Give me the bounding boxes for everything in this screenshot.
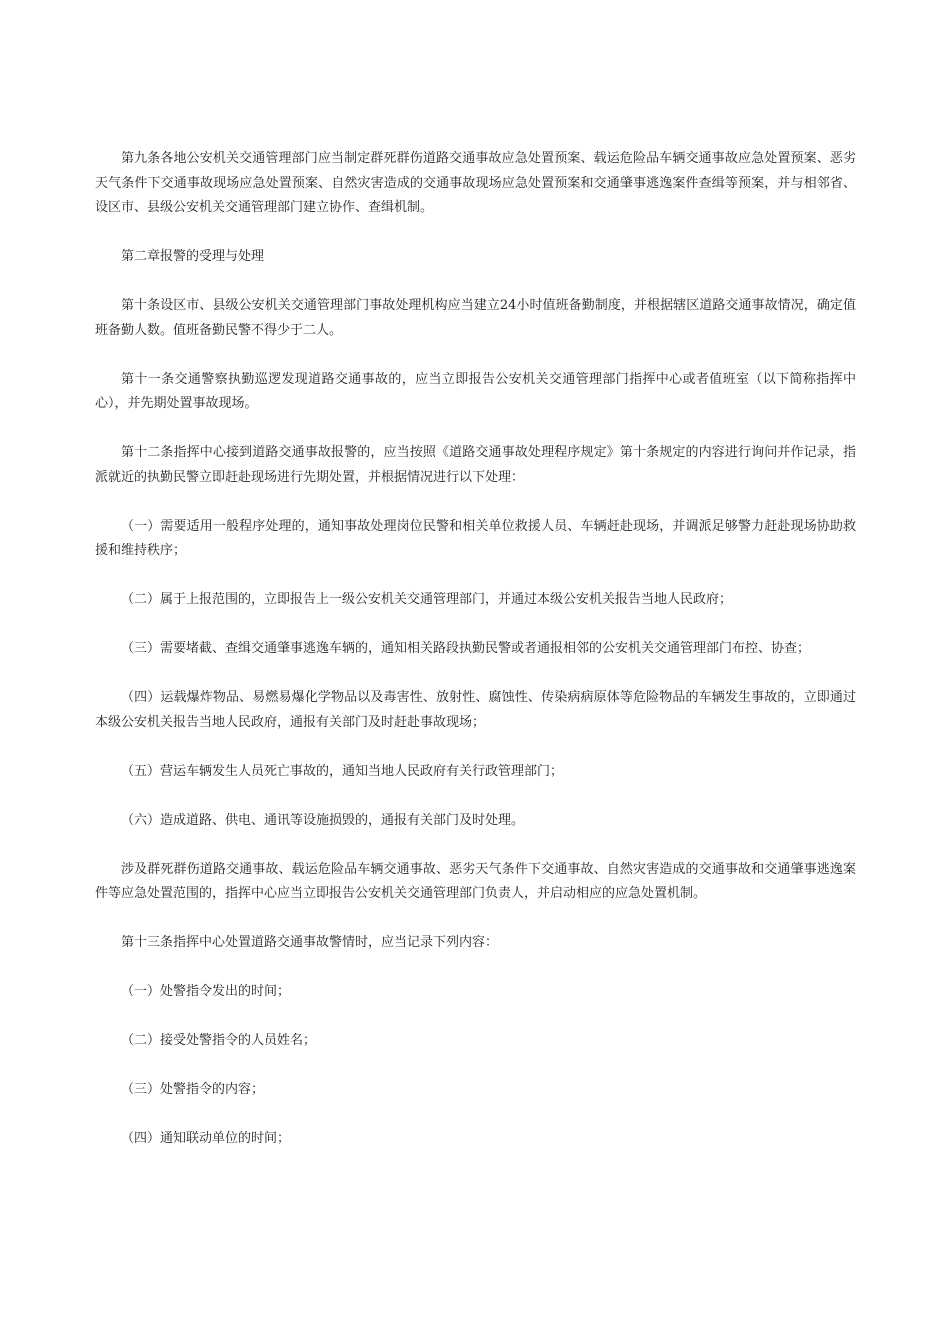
article-11: 第十一条交通警察执勤巡逻发现道路交通事故的，应当立即报告公安机关交通管理部门指挥中心或者值班室（以下简称指挥中心），并先期处置事故现场。 [95,371,856,411]
emergency-response-paragraph: 涉及群死群伤道路交通事故、载运危险品车辆交通事故、恶劣天气条件下交通事故、自然灾害造成的交通事故和交通肇事逃逸案件等应急处置范围的，指挥中心应当立即报告公安机关交通管理部门负责人，并启动相应的应急处置机制。 [95,861,856,901]
article-9: 第九条各地公安机关交通管理部门应当制定群死群伤道路交通事故应急处置预案、载运危险品车辆交通事故应急处置预案、恶劣天气条件下交通事故现场应急处置预案、自然灾害造成的交通事故现场应急处置预案和交通肇事逃逸案件查缉等预案，并与相邻省、设区市、县级公安机关交通管理部门建立协作、查缉机制。 [95,151,856,215]
chapter-2-heading: 第二章报警的受理与处理 [121,249,265,264]
document-body [95,147,856,1152]
article-12-item-3: （三）需要堵截、查缉交通肇事逃逸车辆的，通知相关路段执勤民警或者通报相邻的公安机关交通管理部门布控、协查； [121,641,811,656]
article-12-item-5: （五）营运车辆发生人员死亡事故的，通知当地人民政府有关行政管理部门； [121,763,564,779]
article-13-item-4: （四）通知联动单位的时间； [121,1131,291,1146]
article-13-item-1: （一）处警指令发出的时间； [121,984,291,999]
article-12-item-4: （四）运载爆炸物品、易燃易爆化学物品以及毒害性、放射性、腐蚀性、传染病病原体等危险物品的车辆发生事故的，立即通过本级公安机关报告当地人民政府，通报有关部门及时赶赴事故现场； [95,690,856,730]
article-13: 第十三条指挥中心处置道路交通事故警情时，应当记录下列内容： [121,935,499,950]
article-12: 第十二条指挥中心接到道路交通事故报警的，应当按照《道路交通事故处理程序规定》第十条规定的内容进行询问并作记录，指派就近的执勤民警立即赶赴现场进行先期处置，并根据情况进行以下处理： [95,445,856,485]
article-12-item-2: （二）属于上报范围的，立即报告上一级公安机关交通管理部门，并通过本级公安机关报告当地人民政府； [121,592,733,607]
article-12-item-1: （一）需要适用一般程序处理的，通知事故处理岗位民警和相关单位救援人员、车辆赶赴现场，并调派足够警力赶赴现场协助救援和维持秩序； [95,518,856,558]
article-10: 第十条设区市、县级公安机关交通管理部门事故处理机构应当建立24小时值班备勤制度，并根据辖区道路交通事故情况，确定值班备勤人数。值班备勤民警不得少于二人。 [95,298,856,338]
article-13-item-3: （三）处警指令的内容； [121,1082,265,1097]
article-13-item-2: （二）接受处警指令的人员姓名； [121,1033,317,1048]
article-12-item-6: （六）造成道路、供电、通讯等设施损毁的，通报有关部门及时处理。 [121,812,525,828]
